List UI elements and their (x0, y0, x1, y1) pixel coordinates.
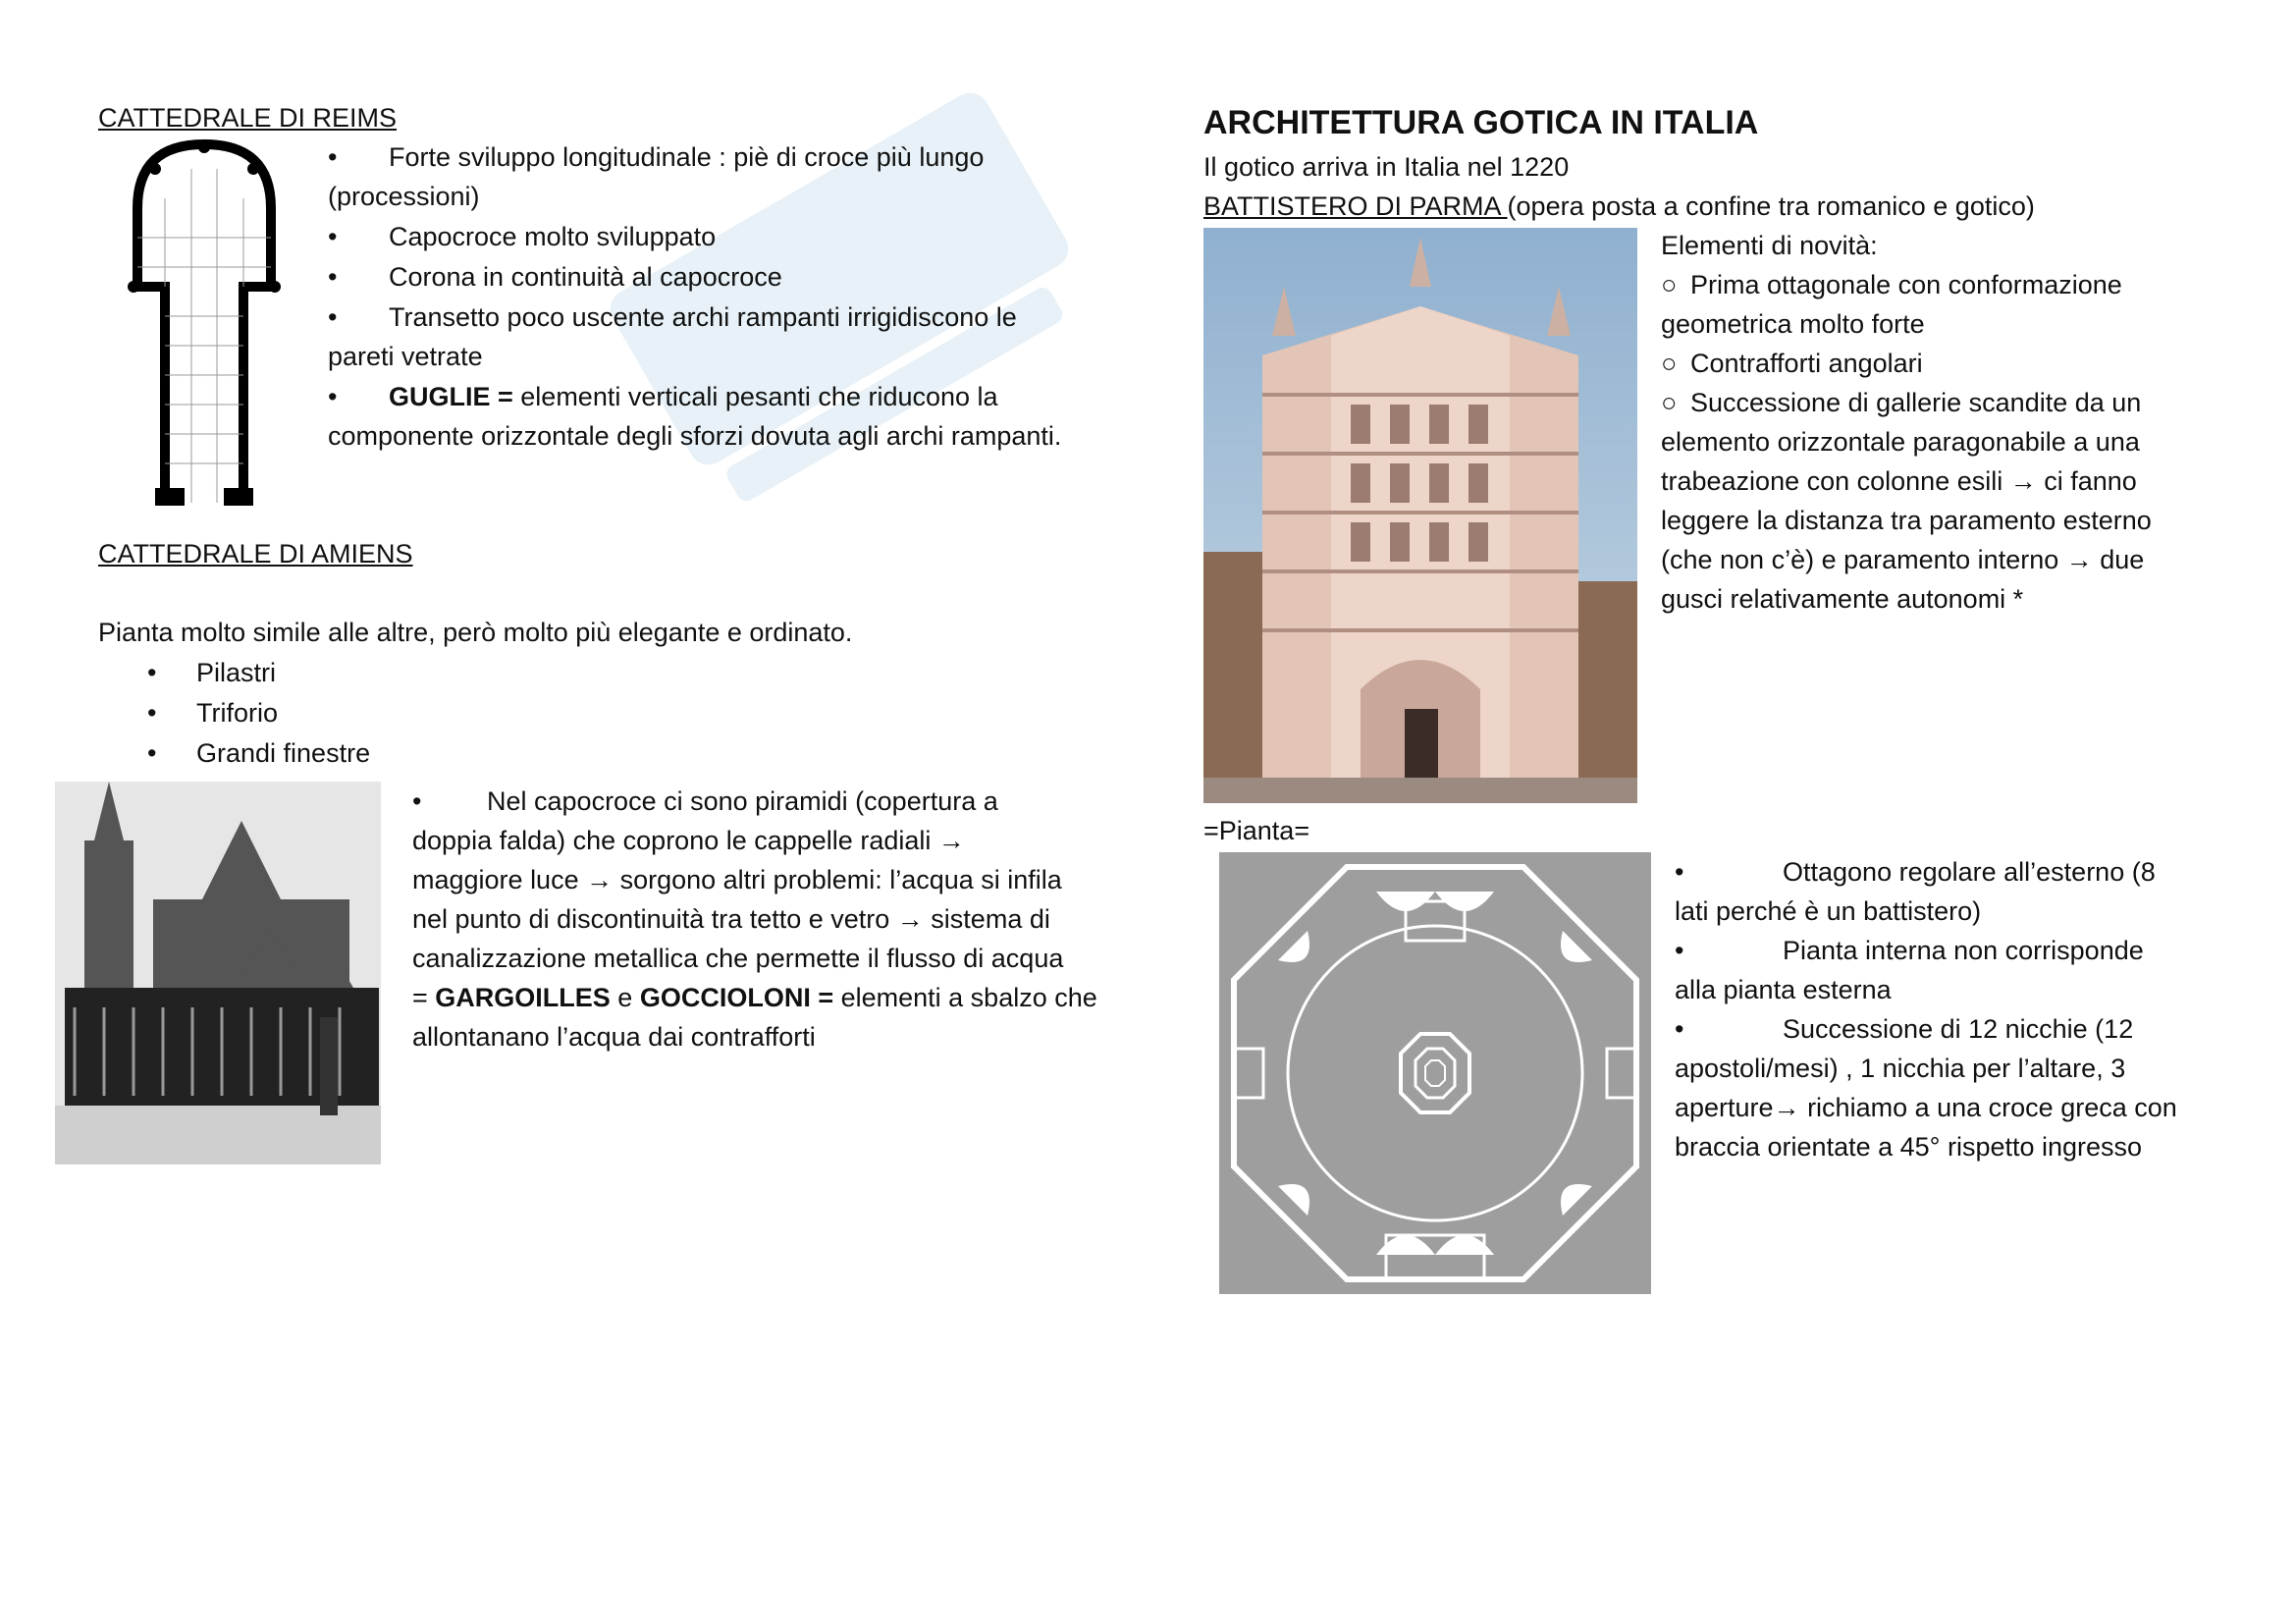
pianta-bullet-3: • Successione di 12 nicchie (12 (1675, 1014, 2134, 1044)
amiens-para-4: nel punto di discontinuità tra tetto e vetro → sistema di (412, 904, 1050, 934)
reims-bullet-4: • Transetto poco uscente archi rampanti irrigidiscono le (328, 302, 1017, 332)
amiens-para-1: • Nel capocroce ci sono piramidi (copertura a (412, 786, 998, 816)
reims-bullet-5-cont: componente orizzontale degli sforzi dovuta agli archi rampanti. (328, 421, 1062, 451)
amiens-cathedral-engraving (55, 782, 381, 1164)
novita-heading: Elementi di novità: (1661, 231, 1878, 260)
amiens-para-7: allontanano l’acqua dai contrafforti (412, 1022, 816, 1052)
reims-bullet-3: • Corona in continuità al capocroce (328, 262, 782, 292)
pianta-bullet-2-cont: alla pianta esterna (1675, 975, 1892, 1004)
pianta-bullet-3-cont-2: aperture→ richiamo a una croce greca con (1675, 1093, 2177, 1122)
reims-floor-plan (126, 139, 283, 508)
novita-item-3-cont-1: elemento orizzontale paragonabile a una (1661, 427, 2140, 457)
parma-title-line: BATTISTERO DI PARMA (opera posta a confine tra romanico e gotico) (1203, 191, 2035, 221)
italy-heading: ARCHITETTURA GOTICA IN ITALIA (1203, 104, 1759, 141)
reims-bullet-2: • Capocroce molto sviluppato (328, 222, 717, 251)
amiens-para-6: = GARGOILLES e GOCCIOLONI = elementi a sbalzo che (412, 983, 1097, 1012)
amiens-intro: Pianta molto simile alle altre, però molto più elegante e ordinato. (98, 618, 853, 647)
amiens-list-3: • Grandi finestre (147, 738, 371, 768)
pianta-bullet-1: • Ottagono regolare all’esterno (8 (1675, 857, 2156, 887)
parma-baptistery-photo (1203, 228, 1637, 803)
novita-item-3: ○ Successione di gallerie scandite da un (1661, 388, 2142, 417)
reims-bullet-5: • GUGLIE = elementi verticali pesanti che riducono la (328, 382, 998, 411)
novita-item-1: ○ Prima ottagonale con conformazione (1661, 270, 2122, 299)
pianta-bullet-1-cont: lati perché è un battistero) (1675, 896, 1982, 926)
reims-bullet-1-cont: (processioni) (328, 182, 480, 211)
amiens-para-2: doppia falda) che coprono le cappelle radiali → (412, 826, 965, 855)
pianta-bullet-3-cont-3: braccia orientate a 45° rispetto ingresso (1675, 1132, 2143, 1162)
pianta-bullet-3-cont-1: apostoli/mesi) , 1 nicchia per l’altare, 3 (1675, 1054, 2126, 1083)
novita-item-3-cont-4: (che non c’è) e paramento interno → due (1661, 545, 2145, 574)
pianta-bullet-2: • Pianta interna non corrisponde (1675, 936, 2144, 965)
novita-item-3-cont-5: gusci relativamente autonomi * (1661, 584, 2024, 614)
reims-title: CATTEDRALE DI REIMS (98, 103, 398, 133)
novita-item-3-cont-2: trabeazione con colonne esili → ci fanno (1661, 466, 2137, 496)
italy-subtitle: Il gotico arriva in Italia nel 1220 (1203, 152, 1570, 182)
parma-baptistery-plan (1219, 852, 1651, 1294)
novita-item-1-cont: geometrica molto forte (1661, 309, 1925, 339)
amiens-para-5: canalizzazione metallica che permette il flusso di acqua (412, 944, 1064, 973)
novita-item-2: ○ Contrafforti angolari (1661, 349, 1923, 378)
reims-bullet-1: • Forte sviluppo longitudinale : piè di croce più lungo (328, 142, 985, 172)
pianta-label: =Pianta= (1203, 816, 1310, 845)
amiens-para-3: maggiore luce → sorgono altri problemi: l’acqua si infila (412, 865, 1062, 894)
amiens-list-2: • Triforio (147, 698, 279, 728)
novita-item-3-cont-3: leggere la distanza tra paramento esterno (1661, 506, 2152, 535)
reims-bullet-4-cont: pareti vetrate (328, 342, 483, 371)
amiens-list-1: • Pilastri (147, 658, 277, 687)
amiens-title: CATTEDRALE DI AMIENS (98, 539, 413, 568)
